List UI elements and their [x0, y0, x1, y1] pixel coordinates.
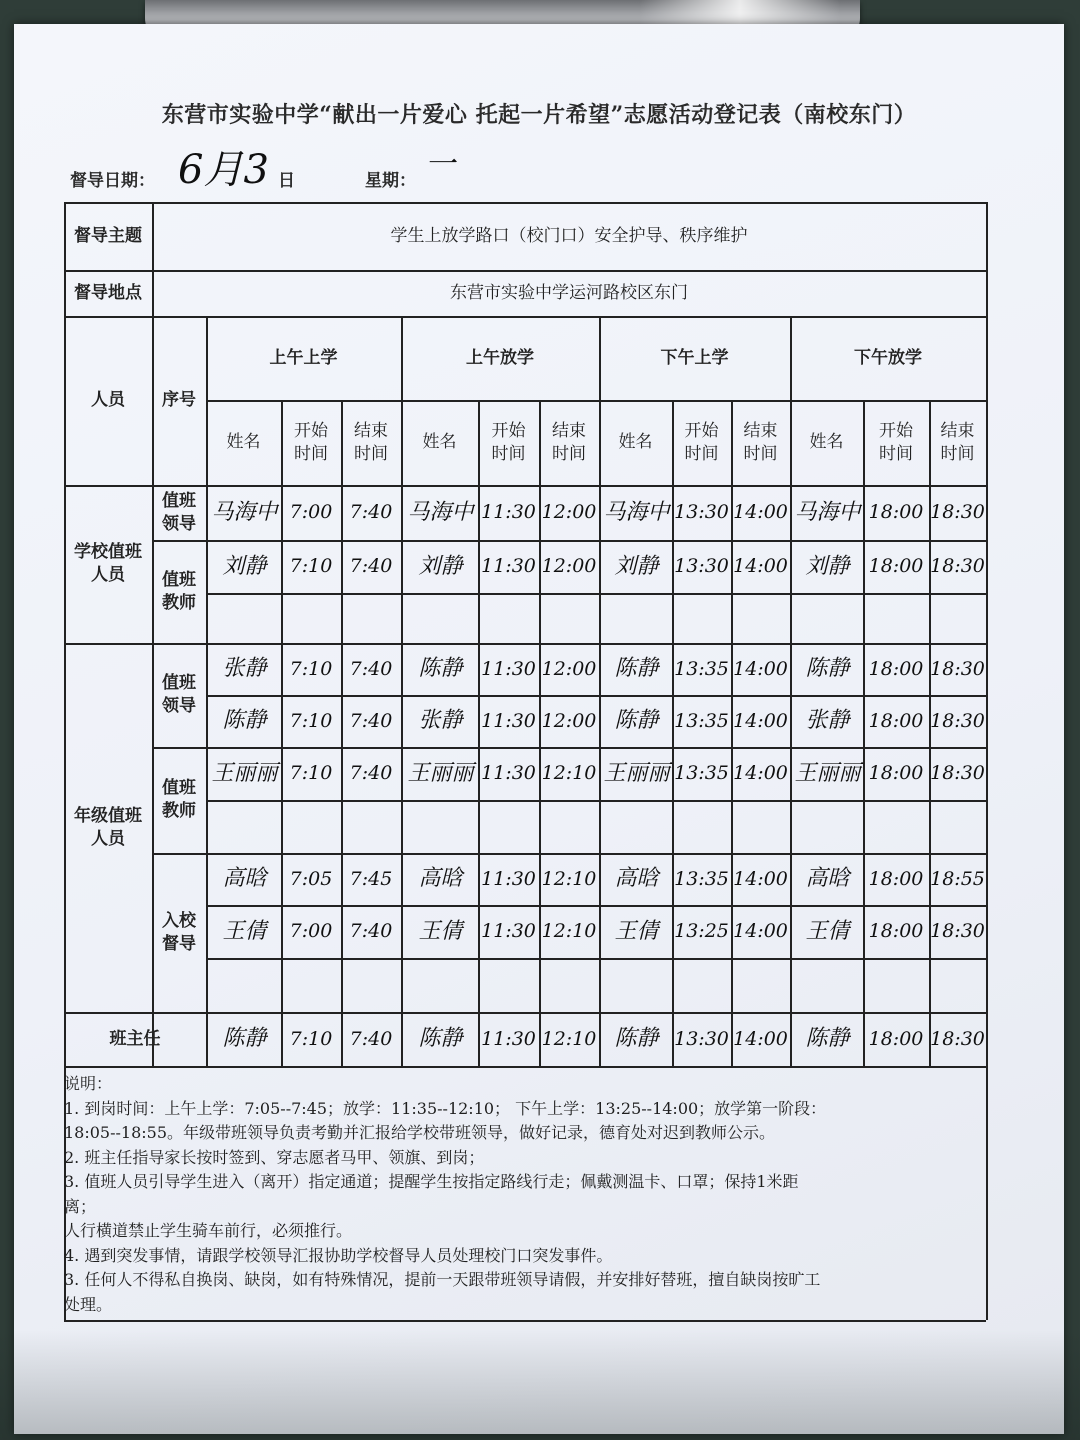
handwritten-name: 陈静 — [222, 708, 267, 733]
handwritten-time: 18:30 — [930, 762, 985, 784]
handwritten-name: 刘静 — [222, 553, 267, 579]
form-title: 东营市实验中学“献出一片爱心 托起一片希望”志愿活动登记表（南校东门） — [161, 102, 917, 128]
handwritten-time: 12:00 — [541, 709, 597, 732]
handwritten-time: 13:30 — [674, 555, 729, 577]
note-line: 3. 值班人员引导学生进入（离开）指定通道；提醒学生按指定路线行走；佩戴测温卡、口罩；保持1米距 — [64, 1172, 799, 1191]
handwritten-time: 13:25 — [674, 920, 729, 942]
start-time-column-header: 开始 时间 — [879, 420, 913, 464]
handwritten-time: 18:30 — [930, 657, 985, 680]
handwritten-time: 11:30 — [481, 657, 536, 680]
session-morning-arrival: 上午上学 — [269, 347, 338, 368]
theme-value: 学生上放学路口（校门口）安全护导、秩序维护 — [390, 225, 748, 246]
handwritten-name: 陈静 — [418, 656, 463, 681]
handwritten-time: 7:00 — [289, 920, 333, 942]
handwritten-time: 18:00 — [868, 867, 924, 890]
start-time-column-header: 开始 时间 — [684, 420, 719, 464]
handwritten-time: 7:10 — [289, 762, 333, 784]
handwritten-time: 14:00 — [733, 555, 788, 577]
role-duty-leader: 值班 领导 — [162, 673, 196, 716]
handwritten-time: 13:30 — [674, 1027, 729, 1050]
handwritten-time: 7:10 — [289, 709, 333, 732]
handwritten-time: 7:40 — [349, 762, 393, 784]
role-duty-teacher: 值班 教师 — [162, 778, 196, 821]
handwritten-name: 王倩 — [222, 918, 267, 944]
table-rule — [64, 1066, 986, 1068]
handwritten-time: 11:30 — [481, 501, 536, 523]
handwritten-time: 18:30 — [930, 501, 985, 523]
handwritten-time: 7:10 — [289, 657, 333, 680]
handwritten-name: 高晗 — [805, 866, 850, 891]
name-column-header: 姓名 — [618, 432, 653, 453]
handwritten-time: 11:30 — [481, 709, 536, 732]
handwritten-name: 马海中 — [211, 499, 278, 525]
handwritten-time: 12:10 — [541, 762, 597, 784]
group-school-duty-staff: 学校值班 人员 — [74, 542, 142, 585]
notes-section — [64, 1072, 1004, 1317]
handwritten-name: 王丽丽 — [211, 760, 278, 786]
handwritten-time: 18:00 — [868, 709, 924, 732]
handwritten-name: 刘静 — [805, 553, 850, 579]
handwritten-time: 14:00 — [733, 867, 788, 890]
handwritten-time: 7:10 — [289, 1027, 333, 1050]
date-value: 6月3 — [178, 147, 269, 193]
handwritten-time: 11:30 — [481, 867, 536, 890]
handwritten-time: 18:30 — [930, 920, 985, 942]
handwritten-time: 14:00 — [733, 920, 788, 942]
handwritten-time: 14:00 — [733, 762, 788, 784]
handwritten-name: 马海中 — [407, 499, 474, 525]
handwritten-time: 18:30 — [930, 1027, 985, 1050]
note-line: 处理。 — [64, 1294, 113, 1314]
note-line: 1. 到岗时间：上午上学：7:05--7:45；放学：11:35--12:10； 下午上学：13:25--14:00；放学第一阶段： — [64, 1098, 827, 1118]
session-afternoon-arrival: 下午上学 — [660, 347, 729, 368]
handwritten-time: 12:10 — [541, 867, 597, 890]
group-homeroom-teacher: 班主任 — [109, 1028, 161, 1049]
note-line: 离； — [64, 1196, 97, 1216]
handwritten-time: 7:10 — [289, 555, 333, 577]
handwritten-time: 12:00 — [541, 657, 597, 680]
handwritten-time: 12:10 — [541, 920, 597, 942]
handwritten-time: 18:00 — [868, 555, 924, 577]
handwritten-time: 7:40 — [349, 555, 393, 577]
handwritten-time: 7:45 — [349, 867, 393, 890]
handwritten-name: 张静 — [805, 708, 850, 733]
handwritten-time: 18:30 — [930, 555, 985, 577]
role-duty-leader: 值班 领导 — [162, 490, 196, 534]
notes-heading: 说明： — [64, 1074, 113, 1093]
group-grade-duty-staff: 年级值班 人员 — [74, 805, 142, 849]
name-column-header: 姓名 — [809, 432, 844, 453]
handwritten-name: 王丽丽 — [407, 760, 474, 786]
handwritten-name: 陈静 — [805, 1026, 850, 1051]
handwritten-time: 14:00 — [733, 1027, 788, 1050]
handwritten-time: 14:00 — [733, 657, 788, 680]
weekday-label: 星期： — [365, 171, 416, 191]
personnel-header: 人员 — [91, 390, 125, 411]
handwritten-name: 刘静 — [614, 553, 659, 579]
handwritten-time: 7:40 — [349, 920, 393, 942]
handwritten-name: 陈静 — [805, 656, 850, 681]
handwritten-name: 王倩 — [614, 918, 659, 944]
day-label: 日 — [278, 171, 295, 191]
end-time-column-header: 结束 时间 — [552, 420, 586, 464]
handwritten-name: 张静 — [222, 656, 267, 681]
note-line: 2. 班主任指导家长按时签到、穿志愿者马甲、领旗、到岗； — [64, 1147, 485, 1167]
note-line: 18:05--18:55。年级带班领导负责考勤并汇报给学校带班领导，做好记录，德育处对迟到教师公示。 — [64, 1123, 776, 1142]
handwritten-time: 18:00 — [868, 920, 924, 942]
weekday-value: 一 — [425, 147, 455, 182]
handwritten-time: 13:30 — [674, 501, 729, 523]
handwritten-time: 7:40 — [349, 709, 393, 732]
handwritten-time: 13:35 — [674, 867, 729, 890]
start-time-column-header: 开始 时间 — [294, 420, 328, 464]
handwritten-name: 高晗 — [418, 866, 463, 891]
handwritten-name: 陈静 — [418, 1026, 463, 1051]
end-time-column-header: 结束 时间 — [743, 420, 778, 464]
handwritten-time: 11:30 — [481, 1027, 536, 1050]
role-duty-teacher: 值班 教师 — [162, 569, 196, 613]
handwritten-time: 7:40 — [349, 657, 393, 680]
table-rule — [206, 800, 986, 802]
table-rule — [206, 958, 986, 960]
handwritten-name: 王倩 — [805, 918, 850, 944]
seq-header: 序号 — [162, 390, 196, 411]
handwritten-name: 陈静 — [614, 656, 659, 681]
handwritten-time: 7:00 — [289, 501, 333, 523]
note-line: 人行横道禁止学生骑车前行，必须推行。 — [64, 1221, 353, 1240]
handwritten-time: 7:05 — [289, 867, 333, 890]
handwritten-name: 高晗 — [614, 866, 659, 891]
handwritten-name: 王丽丽 — [794, 760, 861, 786]
role-entry-supervisor: 入校 督导 — [162, 910, 196, 954]
location-label: 督导地点 — [74, 282, 142, 303]
table-rule — [206, 593, 986, 595]
handwritten-time: 14:00 — [733, 501, 788, 523]
handwritten-time: 11:30 — [481, 555, 536, 577]
handwritten-name: 陈静 — [614, 708, 659, 733]
location-value: 东营市实验中学运河路校区东门 — [450, 282, 688, 303]
handwritten-name: 张静 — [418, 708, 463, 733]
name-column-header: 姓名 — [422, 432, 457, 453]
note-line: 4. 遇到突发事情，请跟学校领导汇报协助学校督导人员处理校门口突发事件。 — [64, 1245, 613, 1265]
handwritten-time: 13:35 — [674, 762, 729, 784]
end-time-column-header: 结束 时间 — [940, 420, 975, 464]
session-afternoon-dismissal: 下午放学 — [854, 347, 922, 368]
handwritten-time: 11:30 — [481, 920, 536, 942]
handwritten-name: 陈静 — [614, 1026, 659, 1051]
handwritten-name: 马海中 — [794, 499, 861, 525]
handwritten-name: 高晗 — [222, 866, 267, 891]
handwritten-time: 18:30 — [930, 709, 985, 732]
handwritten-time: 11:30 — [481, 762, 536, 784]
handwritten-time: 12:00 — [541, 501, 597, 523]
handwritten-name: 王倩 — [418, 918, 463, 944]
handwritten-time: 12:10 — [541, 1027, 597, 1050]
date-label: 督导日期： — [70, 171, 155, 191]
handwritten-time: 18:55 — [930, 867, 985, 890]
name-column-header: 姓名 — [226, 432, 261, 453]
table-bottom-border — [64, 1320, 986, 1322]
handwritten-time: 7:40 — [349, 1027, 393, 1050]
handwritten-time: 7:40 — [349, 501, 393, 523]
start-time-column-header: 开始 时间 — [491, 420, 526, 464]
handwritten-name: 刘静 — [418, 553, 463, 579]
handwritten-name: 陈静 — [222, 1026, 267, 1051]
handwritten-time: 13:35 — [674, 657, 729, 680]
note-line: 3. 任何人不得私自换岗、缺岗，如有特殊情况，提前一天跟带班领导请假，并安排好替班，擅自缺岗按旷工 — [64, 1270, 821, 1289]
theme-label: 督导主题 — [74, 225, 142, 246]
session-morning-dismissal: 上午放学 — [466, 347, 534, 368]
handwritten-time: 14:00 — [733, 709, 788, 732]
handwritten-time: 13:35 — [674, 709, 729, 732]
handwritten-time: 18:00 — [868, 1027, 924, 1050]
handwritten-time: 12:00 — [541, 555, 597, 577]
end-time-column-header: 结束 时间 — [354, 420, 388, 464]
handwritten-time: 18:00 — [868, 657, 924, 680]
handwritten-name: 马海中 — [603, 499, 670, 525]
handwritten-time: 18:00 — [868, 762, 924, 784]
handwritten-time: 18:00 — [868, 501, 924, 523]
handwritten-name: 王丽丽 — [603, 760, 670, 786]
